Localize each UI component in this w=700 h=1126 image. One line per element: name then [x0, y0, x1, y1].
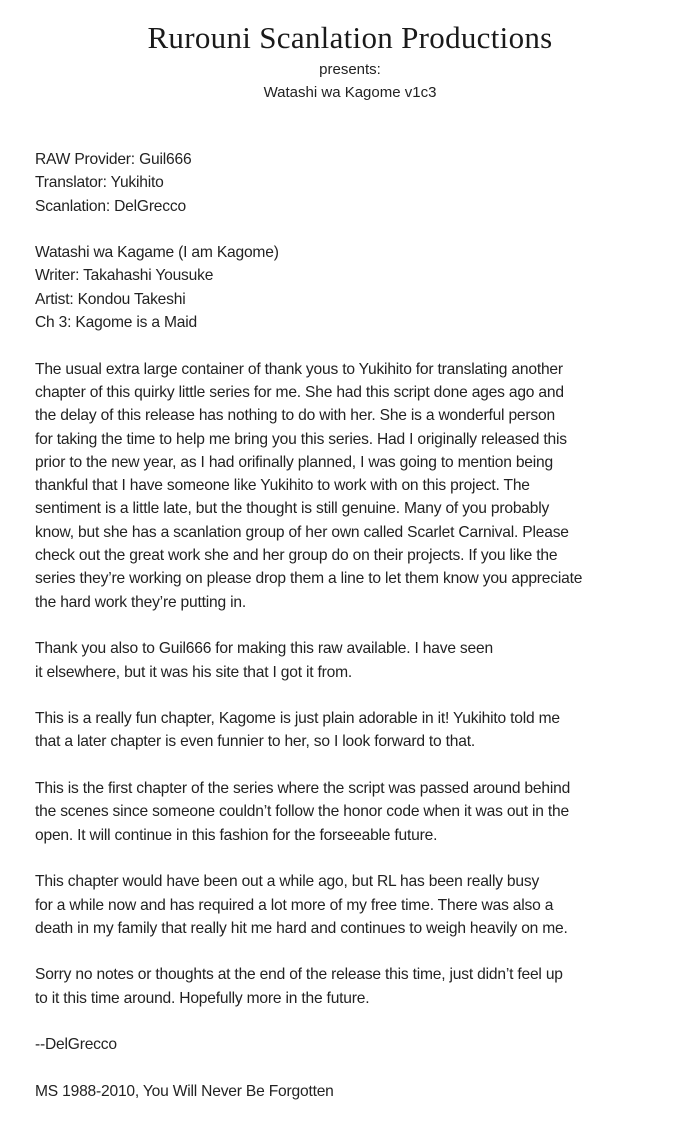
- paragraph-line: This chapter would have been out a while ago, but RL has been really busy: [35, 873, 540, 891]
- paragraph: [35, 358, 695, 614]
- notes-body: [35, 148, 695, 1126]
- paragraph-line: thankful that I have someone like Yukihito to work with on this project. The: [35, 477, 530, 495]
- memorial-line: MS 1988-2010, You Will Never Be Forgotten: [35, 1082, 334, 1100]
- paragraph-line: chapter of this quirky little series for me. She had this script done ages ago and: [35, 383, 564, 401]
- staff-credits: [35, 148, 695, 218]
- paragraph-line: that a later chapter is even funnier to her, so I look forward to that.: [35, 733, 476, 751]
- paragraph-line: Thank you also to Guil666 for making this raw available. I have seen: [35, 640, 493, 658]
- paragraph-line: This is a really fun chapter, Kagome is just plain adorable in it! Yukihito told me: [35, 710, 560, 728]
- paragraph-line: The usual extra large container of thank yous to Yukihito for translating another: [35, 360, 563, 378]
- series-line: Watashi wa Kagame (I am Kagome): [35, 244, 279, 262]
- paragraph-line: series they’re working on please drop them a line to let them know you appreciate: [35, 570, 583, 588]
- credit-line: RAW Provider: Guil666: [35, 151, 192, 168]
- paragraph-line: it elsewhere, but it was his site that I got it from.: [35, 663, 353, 681]
- credit-line: Scanlation: DelGrecco: [35, 197, 186, 215]
- paragraph: [35, 963, 695, 1010]
- paragraph: [35, 870, 695, 940]
- paragraph-line: the scenes since someone couldn’t follow the honor code when it was out in the: [35, 803, 569, 821]
- signature: --DelGrecco: [35, 1036, 117, 1054]
- paragraph-line: Sorry no notes or thoughts at the end of the release this time, just didn’t feel up: [35, 966, 563, 984]
- group-name: Rurouni Scanlation Productions: [147, 20, 553, 55]
- paragraph-line: prior to the new year, as I had orifinally planned, I was going to mention being: [35, 453, 553, 471]
- credits-header: [0, 18, 700, 104]
- release-title: Watashi wa Kagome v1c3: [263, 84, 437, 101]
- paragraph-line: death in my family that really hit me hard and continues to weigh heavily on me.: [35, 919, 568, 937]
- paragraph-line: for a while now and has required a lot more of my free time. There was also a: [35, 896, 554, 914]
- paragraph-line: to it this time around. Hopefully more in the future.: [35, 989, 370, 1007]
- paragraph: [35, 637, 695, 684]
- paragraph-line: know, but she has a scanlation group of her own called Scarlet Carnival. Please: [35, 523, 569, 541]
- paragraph: [35, 777, 695, 847]
- paragraph-line: the delay of this release has nothing to do with her. She is a wonderful person: [35, 407, 555, 425]
- paragraph: [35, 707, 695, 754]
- series-line: Writer: Takahashi Yousuke: [35, 267, 214, 285]
- paragraph-line: sentiment is a little late, but the thought is still genuine. Many of you probably: [35, 500, 550, 518]
- paragraph-line: open. It will continue in this fashion for the forseeable future.: [35, 826, 438, 844]
- paragraph-line: check out the great work she and her group do on their projects. If you like the: [35, 547, 558, 565]
- series-line: Ch 3: Kagome is a Maid: [35, 314, 198, 332]
- credit-line: Translator: Yukihito: [35, 174, 164, 192]
- paragraph-line: the hard work they’re putting in.: [35, 593, 246, 611]
- presents-text: presents:: [319, 61, 381, 78]
- paragraph-line: for taking the time to help me bring you this series. Had I originally released this: [35, 430, 567, 448]
- series-line: Artist: Kondou Takeshi: [35, 290, 186, 308]
- paragraph-line: This is the first chapter of the series where the script was passed around behind: [35, 780, 571, 798]
- series-info: [35, 241, 695, 334]
